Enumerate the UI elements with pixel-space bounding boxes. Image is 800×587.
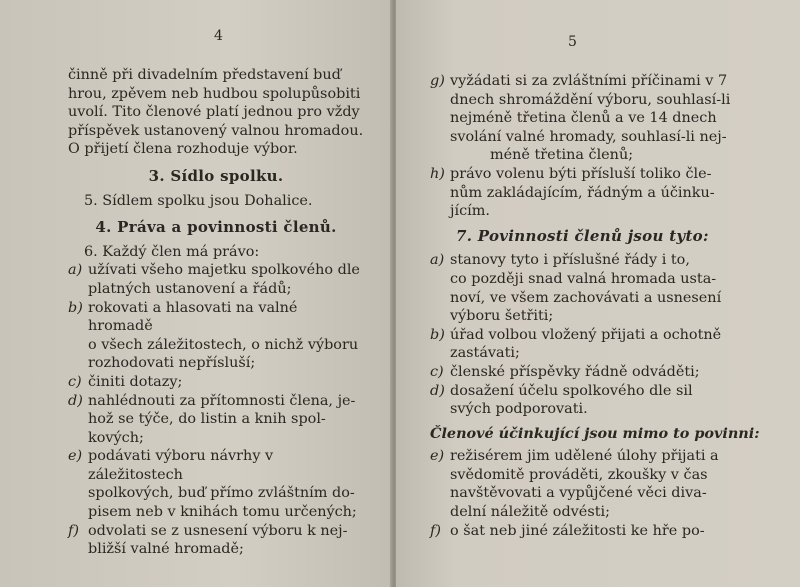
list-marker: h): [430, 165, 445, 182]
list-item-g: [430, 72, 764, 165]
text-line: kových;: [88, 429, 144, 446]
text-line: o šat neb jiné záležitosti ke hře po-: [450, 522, 705, 539]
text-line: svědomitě prováděti, zkoušky v čas: [450, 466, 708, 483]
list-marker: a): [68, 262, 83, 279]
active-item-e: [430, 447, 764, 521]
list-marker: c): [68, 373, 82, 390]
right-page: [396, 0, 800, 587]
text-line: delní náležitě odvésti;: [450, 504, 610, 521]
text-line: nejméně třetina členů a ve 14 dnech: [450, 110, 717, 127]
list-item-c: [68, 373, 364, 392]
text-line: podávati výboru návrhy v záležitostech: [88, 448, 274, 483]
text-line: bližší valné hromadě;: [88, 541, 244, 558]
list-item-b: [68, 299, 364, 373]
duty-item-d: [430, 382, 764, 419]
list-item-d: [68, 392, 364, 448]
page-number-right: 5: [568, 34, 577, 50]
text-line: odvolati se z usnesení výboru k nej-: [88, 522, 348, 539]
text-line: zastávati;: [450, 345, 520, 362]
text-line: méně třetina členů;: [490, 147, 634, 164]
list-marker: d): [430, 382, 445, 399]
list-marker: f): [68, 522, 79, 539]
active-item-f: [430, 522, 764, 541]
text-line: činně při divadelním představení buď: [68, 67, 341, 83]
list-item-e: [68, 447, 364, 521]
text-line: nahlédnouti za přítomnosti člena, je-: [88, 392, 356, 409]
text-line: úřad volbou vložený přijati a ochotně: [450, 326, 722, 343]
text-line: výboru šetřiti;: [450, 308, 554, 325]
text-line: hrou, zpěvem neb hudbou spolupůsobiti: [68, 85, 361, 102]
list-marker: d): [68, 392, 83, 409]
text-line: jícím.: [450, 203, 490, 220]
text-line: režisérem jim udělené úlohy přijati a: [450, 448, 719, 465]
section-4-lead: 6. Každý člen má právo:: [84, 243, 260, 260]
section-3-heading: 3. Sídlo spolku.: [148, 166, 284, 185]
text-line: právo volenu býti přísluší toliko čle-: [450, 165, 712, 182]
list-marker: a): [430, 252, 445, 269]
left-page-text: [68, 66, 364, 559]
duty-item-c: [430, 363, 764, 382]
left-page: [0, 0, 392, 587]
text-line: vyžádati si za zvláštními příčinami v 7: [450, 73, 728, 89]
page-number-left: 4: [214, 28, 223, 44]
list-item-a: [68, 261, 364, 298]
list-marker: c): [430, 363, 444, 380]
list-item-h: [430, 165, 764, 221]
text-line: svolání valné hromady, souhlasí-li nej-: [450, 128, 727, 145]
duty-item-b: [430, 326, 764, 363]
duty-item-a: [430, 251, 764, 325]
right-page-text: [430, 72, 764, 540]
text-line: noví, ve všem zachovávati a usnesení: [450, 289, 722, 306]
list-marker: g): [430, 73, 445, 89]
text-line: O přijetí člena rozhoduje výbor.: [68, 141, 298, 158]
text-line: uvolí. Tito členové platí jednou pro vždy: [68, 104, 360, 121]
list-marker: f): [430, 522, 441, 539]
text-line: činiti dotazy;: [88, 373, 183, 390]
text-line: nům zakládajícím, řádným a účinku-: [450, 184, 715, 201]
text-line: dnech shromáždění výboru, souhlasí-li: [450, 91, 731, 108]
list-marker: e): [430, 448, 445, 465]
list-item-f: [68, 522, 364, 559]
section-3-text: 5. Sídlem spolku jsou Dohalice.: [84, 192, 313, 209]
text-line: co později snad valná hromada usta-: [450, 270, 717, 287]
text-line: navštěvovati a vypůjčené věci diva-: [450, 485, 707, 502]
section-4-heading: 4. Práva a povinnosti členů.: [95, 218, 337, 237]
list-marker: b): [430, 326, 445, 343]
section-7-heading: 7. Povinnosti členů jsou tyto:: [456, 226, 709, 245]
list-marker: b): [68, 299, 83, 316]
active-members-heading: Členové účinkující jsou mimo to povinni:: [430, 424, 760, 442]
text-line: rozhodovati nepřísluší;: [88, 355, 256, 372]
text-line: hož se týče, do listin a knih spol-: [88, 411, 326, 428]
text-line: rokovati a hlasovati na valné hromadě: [88, 299, 298, 335]
text-line: dosažení účelu spolkového dle sil: [450, 382, 693, 399]
text-line: svých podporovati.: [450, 401, 588, 418]
list-marker: e): [68, 448, 83, 465]
text-line: spolkových, buď přímo zvláštním do-: [88, 485, 355, 502]
text-line: členské příspěvky řádně odváděti;: [450, 363, 700, 380]
text-line: o všech záležitostech, o nichž výboru: [88, 336, 359, 353]
text-line: stanovy tyto i příslušné řády i to,: [450, 252, 690, 269]
text-line: příspěvek ustanovený valnou hromadou.: [68, 122, 364, 139]
text-line: platných ustanovení a řádů;: [88, 280, 292, 297]
text-line: užívati všeho majetku spolkového dle: [88, 262, 360, 279]
text-line: pisem neb v knihách tomu určených;: [88, 504, 357, 521]
